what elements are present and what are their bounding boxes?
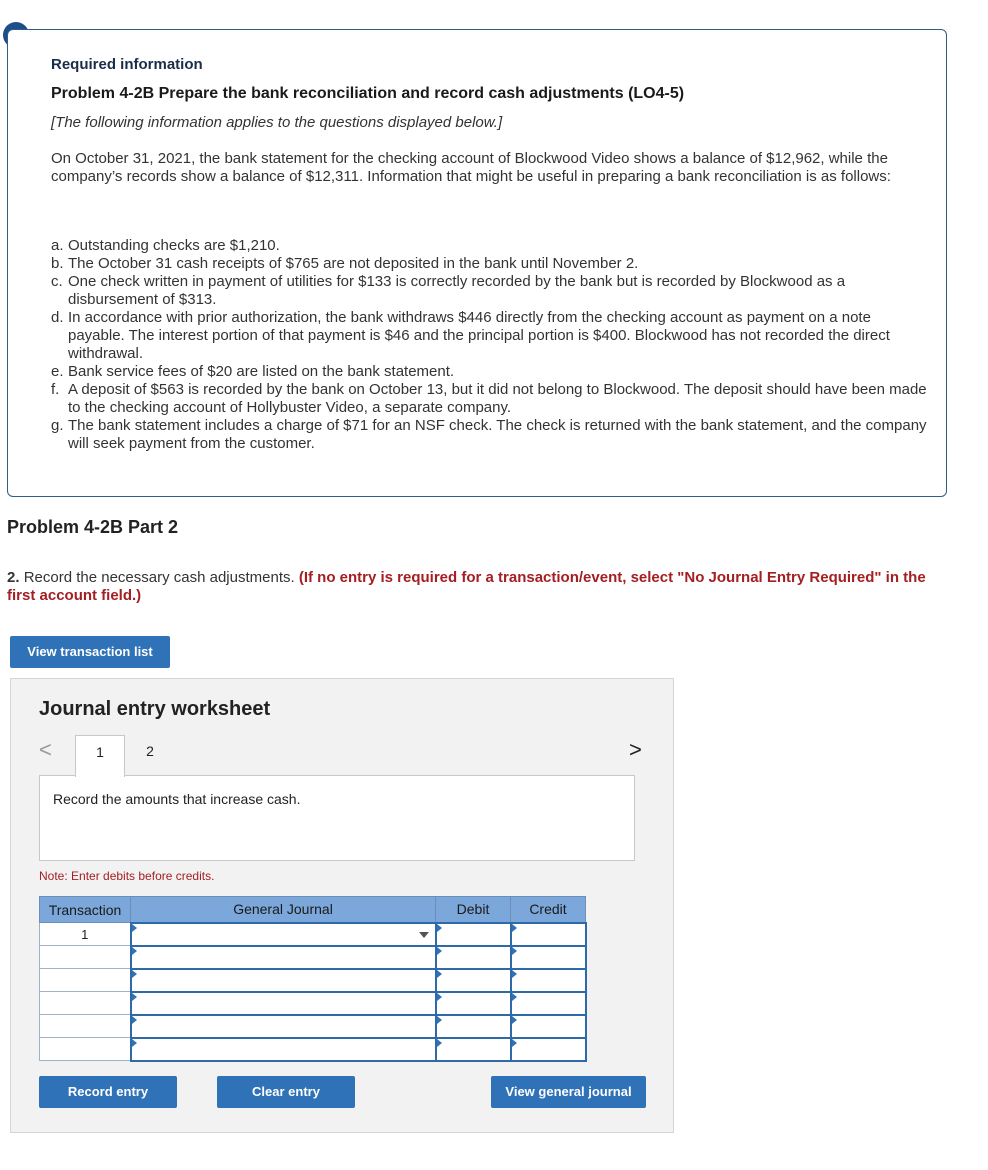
table-row xyxy=(40,1015,586,1038)
debit-input[interactable] xyxy=(436,946,511,969)
list-item xyxy=(51,309,931,363)
clear-entry-button[interactable]: Clear entry xyxy=(217,1076,355,1108)
table-row xyxy=(40,992,586,1015)
column-header-debit: Debit xyxy=(436,897,511,923)
list-item-letter: a. xyxy=(51,237,64,254)
credit-input[interactable] xyxy=(511,946,586,969)
column-header-general-journal: General Journal xyxy=(131,897,436,923)
account-select[interactable] xyxy=(131,992,436,1015)
table-row xyxy=(40,923,586,946)
transaction-cell xyxy=(40,946,131,969)
question-body: Record the necessary cash adjustments. xyxy=(23,569,295,586)
column-header-credit: Credit xyxy=(511,897,586,923)
question-text xyxy=(7,569,957,605)
credit-input[interactable] xyxy=(511,969,586,992)
record-entry-button[interactable]: Record entry xyxy=(39,1076,177,1108)
info-list xyxy=(51,237,931,453)
problem-title: Problem 4-2B Prepare the bank reconciliation and record cash adjustments (LO4-5) xyxy=(51,85,685,102)
list-item-text: One check written in payment of utilities for $133 is correctly recorded by the bank but is recorded by Blockwood as a disbursement of $313. xyxy=(68,273,846,308)
transaction-cell: 1 xyxy=(40,923,131,946)
worksheet-tab-2[interactable]: 2 xyxy=(146,743,154,759)
list-item-text: The October 31 cash receipts of $765 are not deposited in the bank until November 2. xyxy=(68,255,639,272)
debit-input[interactable] xyxy=(436,969,511,992)
list-item-letter: f. xyxy=(51,381,60,398)
info-label: Required information xyxy=(51,56,203,73)
worksheet-tab-1[interactable]: 1 xyxy=(75,735,125,777)
debit-input[interactable] xyxy=(436,992,511,1015)
account-select[interactable] xyxy=(131,969,436,992)
list-item-text: Bank service fees of $20 are listed on the bank statement. xyxy=(68,363,455,380)
list-item xyxy=(51,237,931,255)
part-title: Problem 4-2B Part 2 xyxy=(7,517,179,537)
worksheet-instruction: Record the amounts that increase cash. xyxy=(39,775,635,861)
table-row xyxy=(40,969,586,992)
info-paragraph: On October 31, 2021, the bank statement for the checking account of Blockwood Video shows a balance of $12,962, while the company’s records show a balance of $12,311. Information that might be useful in preparing a bank reconciliation is as follows: xyxy=(51,150,891,185)
list-item-text: The bank statement includes a charge of $71 for an NSF check. The check is returned with the bank statement, and the company will seek payment from the customer. xyxy=(68,417,927,452)
debit-input[interactable] xyxy=(436,1038,511,1061)
column-header-transaction: Transaction xyxy=(40,897,131,923)
list-item-text: A deposit of $563 is recorded by the bank on October 13, but it did not belong to Blockwood. The deposit should have been made to the checking account of Hollybuster Video, a separate company. xyxy=(68,381,927,416)
credit-input[interactable] xyxy=(511,923,586,946)
list-item-letter: e. xyxy=(51,363,64,380)
transaction-cell xyxy=(40,992,131,1015)
transaction-cell xyxy=(40,1015,131,1038)
worksheet-title: Journal entry worksheet xyxy=(39,698,271,720)
list-item-letter: d. xyxy=(51,309,64,326)
transaction-cell xyxy=(40,969,131,992)
list-item xyxy=(51,255,931,273)
list-item xyxy=(51,363,931,381)
debit-input[interactable] xyxy=(436,1015,511,1038)
view-general-journal-button[interactable]: View general journal xyxy=(491,1076,646,1108)
list-item xyxy=(51,273,931,309)
list-item xyxy=(51,381,931,417)
list-item-text: Outstanding checks are $1,210. xyxy=(68,237,280,254)
worksheet-note: Note: Enter debits before credits. xyxy=(39,869,215,883)
chevron-left-icon[interactable]: < xyxy=(39,737,52,762)
view-transaction-list-button[interactable]: View transaction list xyxy=(10,636,170,668)
list-item-letter: g. xyxy=(51,417,64,434)
table-row xyxy=(40,1038,586,1061)
list-item-letter: c. xyxy=(51,273,63,290)
account-select[interactable] xyxy=(131,923,436,946)
list-item-text: In accordance with prior authorization, the bank withdraws $446 directly from the checking account as payment on a note payable. The interest portion of that payment is $46 and the principal portion is $400. Blockwood has not recorded the direct withdrawal. xyxy=(68,309,890,362)
question-number: 2. xyxy=(7,569,20,586)
table-header-row xyxy=(40,897,586,923)
info-note: [The following information applies to the questions displayed below.] xyxy=(51,114,503,131)
credit-input[interactable] xyxy=(511,1038,586,1061)
list-item-letter: b. xyxy=(51,255,64,272)
question-hint: (If no entry is required for a transaction/event, select "No Journal Entry Required" in the first account field.) xyxy=(7,569,926,604)
chevron-right-icon[interactable]: > xyxy=(629,737,642,762)
journal-entry-table xyxy=(39,896,587,1062)
debit-input[interactable] xyxy=(436,923,511,946)
credit-input[interactable] xyxy=(511,992,586,1015)
dropdown-arrow-icon[interactable] xyxy=(419,932,429,938)
account-select[interactable] xyxy=(131,1038,436,1061)
list-item xyxy=(51,417,931,453)
required-information-panel xyxy=(7,29,947,497)
journal-entry-worksheet xyxy=(10,678,674,1133)
account-select[interactable] xyxy=(131,1015,436,1038)
credit-input[interactable] xyxy=(511,1015,586,1038)
table-row xyxy=(40,946,586,969)
transaction-cell xyxy=(40,1038,131,1061)
account-select[interactable] xyxy=(131,946,436,969)
